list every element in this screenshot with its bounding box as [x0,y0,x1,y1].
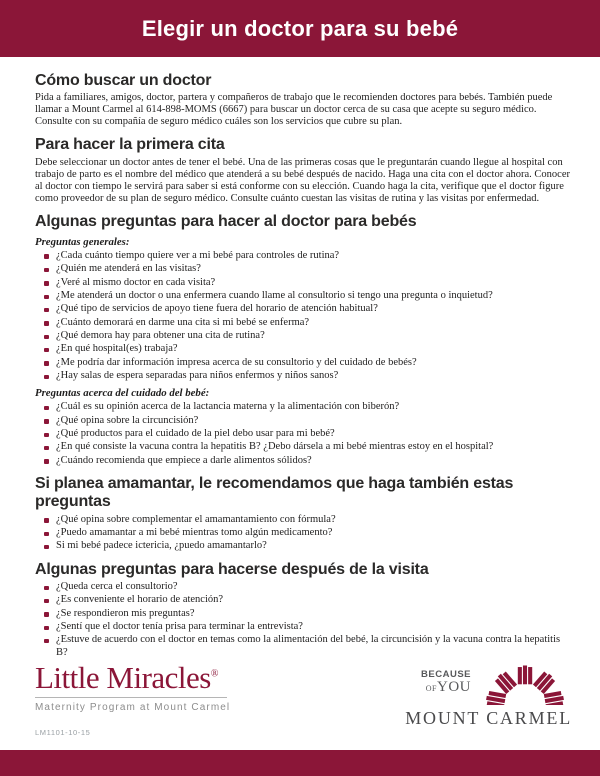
question-item: ¿Veré al mismo doctor en cada visita? [35,277,574,289]
breastfeeding-questions-list [35,514,574,553]
baby-care-questions-list [35,401,574,467]
because-line: BECAUSE [421,668,471,680]
paragraph-first-visit: Debe seleccionar un doctor antes de tener el bebé. Una de las primeras cosas que le preguntarán cuando llegue al hospital con trabajo de parto es el nombre del médico que atenderá a su bebé después de nacido. Haga una cita con el doctor ahora. Conocer al doctor con tiempo le servirá para saber si está conforme con su elección. Cuando haga la cita, verifique que el doctor figure como proveedor de su plan de seguro médico. Consulte cuánto cuestan las visitas de rutina y las visitas por enfermedad. [35,156,570,204]
you-text: YOU [437,679,471,695]
question-item: ¿En qué consiste la vacuna contra la hepatitis B? ¿Debo dársela a mi bebé mientras estoy en el hospital? [35,441,574,453]
paragraph-find-doctor: Pida a familiares, amigos, doctor, partera y compañeros de trabajo que le recomienden doctores para bebés. También puede llamar a Mount Carmel al 614-898-MOMS (6667) para buscar un doctor cerca de su casa que acepte su seguro médico. Consulte con su compañía de seguro médico cuáles son los servicios que cubre su plan. [35,92,553,128]
general-questions-list [35,250,574,382]
bottom-band [0,750,600,776]
brand-name: Little Miracles [35,660,211,695]
mount-carmel-wordmark: MOUNT CARMEL [405,708,572,728]
little-miracles-logo [35,660,231,713]
mount-carmel-logo [405,662,572,729]
question-item: ¿En qué hospital(es) trabaja? [35,343,574,355]
question-item: ¿Puedo amamantar a mi bebé mientras tomo algún medicamento? [35,527,574,539]
question-item: ¿Cuál es su opinión acerca de la lactancia materna y la alimentación con biberón? [35,401,574,413]
question-item: ¿Estuve de acuerdo con el doctor en temas como la alimentación del bebé, la circuncisión y la vacuna contra la hepatitis B? [35,634,574,658]
question-item: ¿Qué demora hay para obtener una cita de rutina? [35,330,574,342]
section-heading-questions: Algunas preguntas para hacer al doctor para bebés [35,212,417,230]
logo-divider [35,697,227,698]
question-item: ¿Me podría dar información impresa acerca de su consultorio y del cuidado de bebés? [35,357,574,369]
after-visit-questions-list [35,581,574,659]
little-miracles-wordmark [35,662,227,693]
question-item: ¿Qué opina sobre la circuncisión? [35,415,574,427]
content-area [0,57,600,659]
page-title: Elegir un doctor para su bebé [141,15,459,41]
mount-carmel-arch-icon [478,662,572,705]
question-item: ¿Queda cerca el consultorio? [35,581,574,593]
question-item: ¿Se respondieron mis preguntas? [35,608,574,620]
subheading-baby-care-questions: Preguntas acerca del cuidado del bebé: [35,387,210,400]
registered-mark: ® [210,668,218,680]
question-item: ¿Sentí que el doctor tenía prisa para terminar la entrevista? [35,621,574,633]
question-item: ¿Cada cuánto tiempo quiere ver a mi bebé para controles de rutina? [35,250,574,262]
mount-carmel-logo-top [421,662,572,705]
question-item: ¿Qué productos para el cuidado de la piel debo usar para mi bebé? [35,428,574,440]
question-item: ¿Hay salas de espera separadas para niños enfermos y niños sanos? [35,370,574,382]
section-heading-after-visit: Algunas preguntas para hacerse después de la visita [35,560,429,578]
of-text: OF [425,684,437,693]
question-item: ¿Es conveniente el horario de atención? [35,594,574,606]
section-heading-find-doctor: Cómo buscar un doctor [35,72,212,89]
question-item: ¿Qué opina sobre complementar el amamantamiento con fórmula? [35,514,574,526]
subheading-general-questions: Preguntas generales: [35,235,130,248]
question-item: ¿Cuánto demorará en darme una cita si mi bebé se enferma? [35,317,574,329]
footer [35,662,572,729]
question-item: ¿Qué tipo de servicios de apoyo tiene fuera del horario de atención habitual? [35,303,574,315]
question-item: ¿Cuándo recomienda que empiece a darle alimentos sólidos? [35,455,574,467]
question-item: ¿Me atenderá un doctor o una enfermera cuando llame al consultorio si tengo una pregunta o inquietud? [35,290,574,302]
section-heading-breastfeeding: Si planea amamantar, le recomendamos que haga también estas preguntas [35,474,514,511]
question-item: Si mi bebé padece ictericia, ¿puedo amamantarlo? [35,540,574,552]
question-item: ¿Quién me atenderá en las visitas? [35,263,574,275]
of-you-line [421,679,471,695]
because-of-you-text [421,670,471,706]
document-code: LM1101-10-15 [35,728,91,737]
section-heading-first-visit: Para hacer la primera cita [35,136,225,154]
brand-tagline: Maternity Program at Mount Carmel [35,702,231,713]
header-band [0,0,600,57]
